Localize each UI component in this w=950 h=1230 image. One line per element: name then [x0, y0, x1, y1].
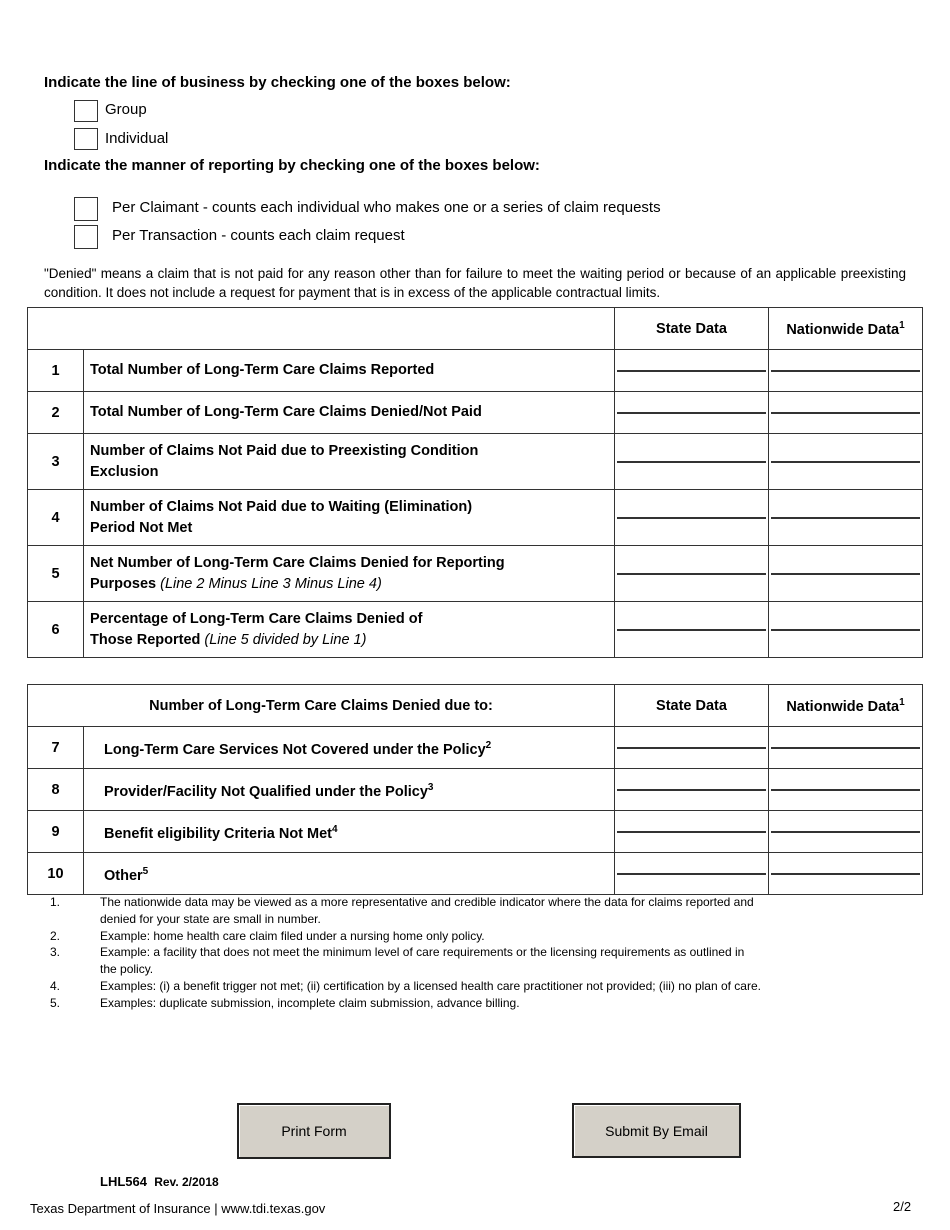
row-number: 3 — [28, 434, 84, 490]
row-description-note: (Line 5 divided by Line 1) — [200, 631, 367, 648]
row-description-line1: Number of Claims Not Paid due to Waiting (Elimination) — [90, 498, 473, 515]
state-data-header: State Data — [615, 685, 769, 727]
row-description-line1: Number of Claims Not Paid due to Preexisting Condition — [90, 442, 479, 459]
footnote-number: 1. — [50, 895, 61, 909]
form-number: LHL564 — [100, 1174, 147, 1189]
footnote-number: 4. — [50, 978, 61, 993]
row-description — [84, 434, 615, 490]
table-row — [28, 392, 923, 434]
row-description-text: Benefit eligibility Criteria Not Met — [104, 825, 332, 842]
nationwide-data-field[interactable] — [769, 727, 923, 769]
footnote-ref: 5 — [142, 865, 149, 877]
footnote-text: Examples: duplicate submission, incomplete claim submission, advance billing. — [100, 995, 520, 1010]
table-row — [28, 811, 923, 853]
denied-due-to-header: Number of Long-Term Care Claims Denied due to: — [28, 685, 615, 727]
footnote-text: Examples: (i) a benefit trigger not met; (ii) certification by a licensed health care practitioner not provided; (iii) no plan of care. — [100, 978, 761, 993]
row-description-line2: Those Reported — [90, 631, 201, 648]
nationwide-data-field[interactable] — [769, 434, 923, 490]
row-number: 1 — [28, 350, 84, 392]
footnote — [44, 928, 764, 945]
table-row — [28, 727, 923, 769]
table-row — [28, 490, 923, 546]
state-data-field[interactable] — [615, 392, 769, 434]
row-description-note: (Line 2 Minus Line 3 Minus Line 4) — [156, 575, 382, 592]
per-claimant-label: Per Claimant - counts each individual who makes one or a series of claim requests — [112, 199, 661, 216]
table-row — [28, 546, 923, 602]
table-row — [28, 434, 923, 490]
state-data-field[interactable] — [615, 490, 769, 546]
nationwide-data-field[interactable] — [769, 350, 923, 392]
row-description-text: Provider/Facility Not Qualified under the Policy — [104, 783, 428, 800]
footnote-text: Example: home health care claim filed under a nursing home only policy. — [100, 928, 485, 943]
row-description — [84, 769, 615, 811]
manner-of-reporting-heading: Indicate the manner of reporting by checking one of the boxes below: — [44, 157, 540, 174]
row-number: 7 — [28, 727, 84, 769]
nationwide-data-field[interactable] — [769, 811, 923, 853]
print-form-button[interactable]: Print Form — [237, 1103, 391, 1159]
footnote-ref: 3 — [427, 781, 434, 793]
state-data-field[interactable] — [615, 853, 769, 895]
row-number: 9 — [28, 811, 84, 853]
footnote-ref: 4 — [332, 823, 338, 835]
footnote — [44, 995, 764, 1012]
footnote-number: 2. — [50, 928, 61, 943]
state-data-field[interactable] — [615, 602, 769, 658]
state-data-field[interactable] — [615, 811, 769, 853]
nationwide-data-label: Nationwide Data — [786, 698, 900, 715]
row-description — [84, 602, 615, 658]
table-row — [28, 853, 923, 895]
nationwide-data-field[interactable] — [769, 392, 923, 434]
footnote — [44, 944, 764, 978]
footer-organization: Texas Department of Insurance | www.tdi.texas.gov — [30, 1201, 326, 1216]
line-of-business-heading: Indicate the line of business by checking one of the boxes below: — [44, 74, 511, 91]
footnotes — [44, 894, 764, 1012]
form-id — [100, 1174, 219, 1189]
row-description-line1: Percentage of Long-Term Care Claims Denied of — [90, 610, 423, 627]
per-transaction-checkbox[interactable] — [74, 225, 98, 249]
state-data-field[interactable] — [615, 350, 769, 392]
footnote-ref: 1 — [899, 319, 905, 331]
footnote — [44, 978, 764, 995]
form-revision: Rev. 2/2018 — [154, 1175, 219, 1189]
row-description — [84, 727, 615, 769]
row-description-line1: Net Number of Long-Term Care Claims Denied for Reporting — [90, 554, 505, 571]
table-row — [28, 602, 923, 658]
table-header-row — [28, 308, 923, 350]
footnote-text: Example: a facility that does not meet the minimum level of care requirements or the licensing requirements as outlined in the policy. — [100, 945, 745, 977]
state-data-header: State Data — [615, 308, 769, 350]
footnote-text: The nationwide data may be viewed as a more representative and credible indicator where the data for claims reported and denied for your state are small in number. — [100, 895, 754, 926]
row-number: 4 — [28, 490, 84, 546]
row-description — [84, 853, 615, 895]
state-data-field[interactable] — [615, 727, 769, 769]
per-claimant-checkbox[interactable] — [74, 197, 98, 221]
row-description-text: Other — [104, 867, 143, 884]
footnote-number: 3. — [50, 945, 61, 960]
nationwide-data-label: Nationwide Data — [786, 321, 900, 338]
page-number: 2/2 — [893, 1199, 912, 1214]
footnote — [44, 894, 764, 928]
denial-reasons-table — [27, 684, 923, 895]
table-row — [28, 769, 923, 811]
nationwide-data-field[interactable] — [769, 602, 923, 658]
row-description — [84, 811, 615, 853]
row-description-line2: Exclusion — [90, 463, 159, 480]
state-data-field[interactable] — [615, 546, 769, 602]
row-description: Total Number of Long-Term Care Claims Denied/Not Paid — [84, 392, 615, 434]
nationwide-data-field[interactable] — [769, 769, 923, 811]
table-header-row — [28, 685, 923, 727]
nationwide-data-field[interactable] — [769, 490, 923, 546]
denied-definition: "Denied" means a claim that is not paid for any reason other than for failure to meet the waiting period or because of an applicable preexisting condition. It does not include a request for payment that is in excess of the applicable contractual limits. — [44, 266, 906, 300]
nationwide-data-header — [769, 308, 923, 350]
footnote-ref: 1 — [899, 696, 905, 708]
submit-by-email-button[interactable]: Submit By Email — [572, 1103, 741, 1158]
row-description — [84, 490, 615, 546]
row-description-line2: Purposes — [90, 575, 157, 592]
nationwide-data-field[interactable] — [769, 546, 923, 602]
per-transaction-label: Per Transaction - counts each claim request — [112, 227, 405, 244]
individual-label: Individual — [105, 130, 169, 147]
footnote-ref: 2 — [485, 739, 492, 751]
footnote-number: 5. — [50, 995, 61, 1010]
row-description — [84, 546, 615, 602]
row-description-line2: Period Not Met — [90, 519, 193, 536]
group-checkbox[interactable] — [74, 100, 98, 122]
row-number: 10 — [28, 853, 84, 895]
individual-checkbox[interactable] — [74, 128, 98, 150]
state-data-field[interactable] — [615, 434, 769, 490]
row-number: 2 — [28, 392, 84, 434]
row-description: Total Number of Long-Term Care Claims Reported — [84, 350, 615, 392]
group-label: Group — [105, 101, 147, 118]
row-number: 5 — [28, 546, 84, 602]
row-number: 6 — [28, 602, 84, 658]
row-number: 8 — [28, 769, 84, 811]
row-description-text: Long-Term Care Services Not Covered under the Policy — [104, 741, 486, 758]
nationwide-data-field[interactable] — [769, 853, 923, 895]
claims-summary-table — [27, 307, 923, 658]
state-data-field[interactable] — [615, 769, 769, 811]
blank-header-cell — [28, 308, 615, 350]
nationwide-data-header — [769, 685, 923, 727]
table-row — [28, 350, 923, 392]
